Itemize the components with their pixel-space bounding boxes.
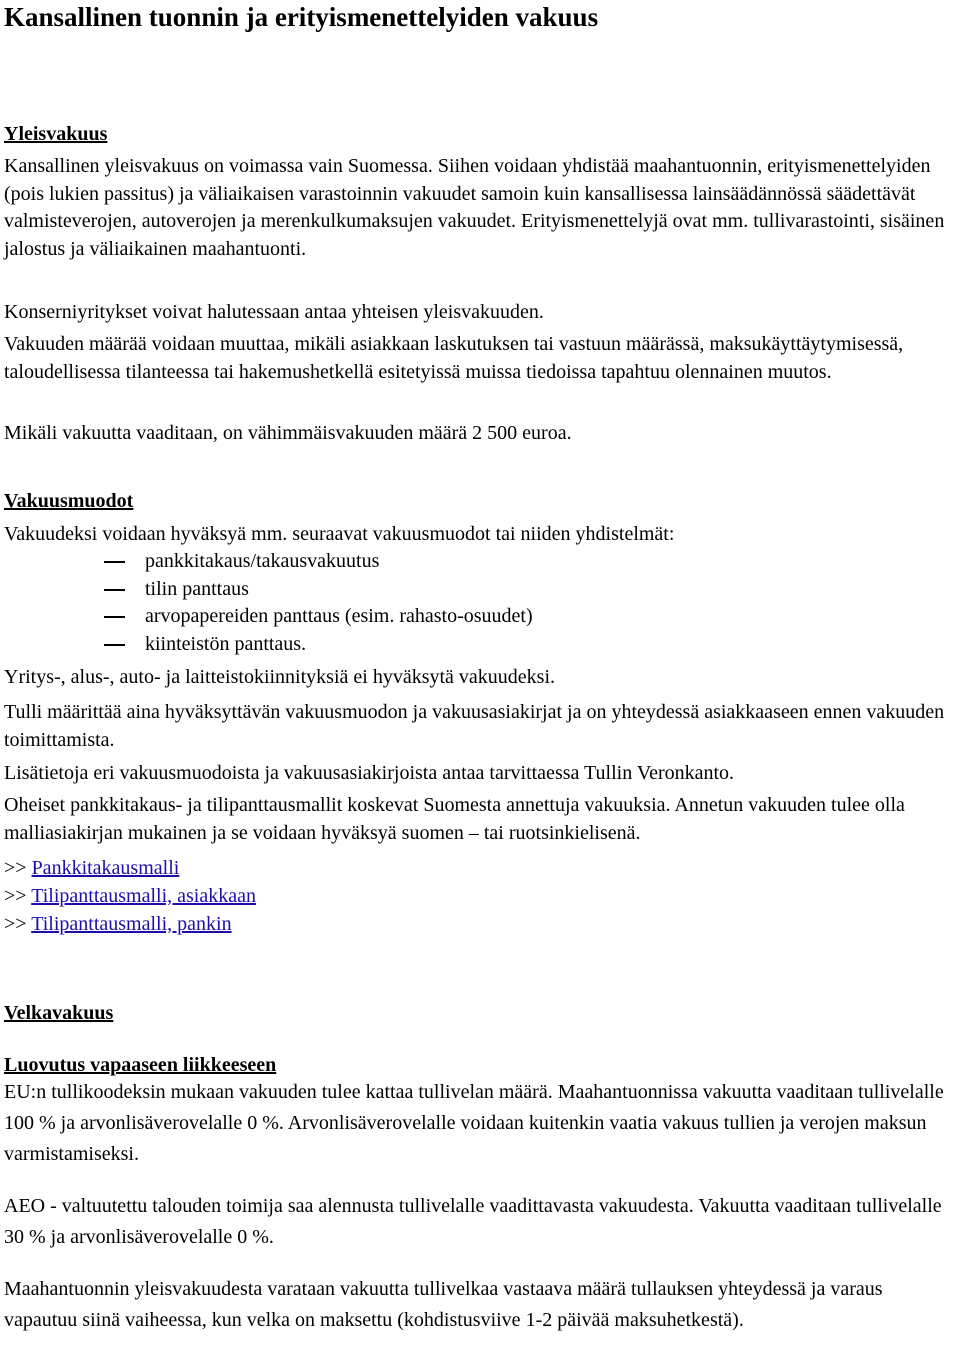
vakuusmuodot-list: [4, 548, 533, 658]
list-item: tilin panttaus: [4, 576, 533, 604]
velkavakuus-paragraph-3: Maahantuonnin yleisvakuudesta varataan vakuutta tullivelkaa vastaava määrä tullauksen yhteydessä ja varaus vapautuu siinä vaiheessa, kun velka on maksettu (kohdistusviive 1-2 päivää maksuhetkestä).: [4, 1278, 883, 1331]
list-item: pankkitakaus/takausvakuutus: [4, 548, 533, 576]
yleisvakuus-paragraph-1: Kansallinen yleisvakuus on voimassa vain Suomessa. Siihen voidaan yhdistää maahantuonnin, erityismenettelyiden (pois lukien passitus) ja väliaikaisen varastoinnin vakuudet samoin kuin kansallisessa lainsäädännössä säädettävät valmisteverojen, autoverojen ja merenkulkumaksujen vakuudet. Erityismenettelyjä ovat mm. tullivarastointi, sisäinen jalostus ja väliaikainen maahantuonti.: [4, 155, 945, 260]
yleisvakuus-paragraph-3: Vakuuden määrää voidaan muuttaa, mikäli asiakkaan laskutuksen tai vastuun määrässä, maksukäyttäytymisessä, taloudellisessa tilanteessa tai hakemushetkellä esitetyissä muissa tiedoissa tapahtuu olennainen muutos.: [4, 333, 904, 383]
link-row-tilipanttausmalli-asiakkaan: >> Tilipanttausmalli, asiakkaan: [4, 885, 256, 907]
yleisvakuus-paragraph-4: Mikäli vakuutta vaaditaan, on vähimmäisvakuuden määrä 2 500 euroa.: [4, 422, 572, 444]
pankkitakausmalli-link[interactable]: Pankkitakausmalli: [31, 857, 180, 879]
yleisvakuus-paragraph-2: Konserniyritykset voivat halutessaan antaa yhteisen yleisvakuuden.: [4, 301, 544, 323]
link-row-tilipanttausmalli-pankin: >> Tilipanttausmalli, pankin: [4, 913, 232, 935]
page-title: Kansallinen tuonnin ja erityismenettelyiden vakuus: [4, 2, 599, 32]
tilipanttausmalli-asiakkaan-link[interactable]: Tilipanttausmalli, asiakkaan: [31, 885, 256, 907]
vakuusmuodot-paragraph-3: Lisätietoja eri vakuusmuodoista ja vakuusasiakirjoista antaa tarvittaessa Tullin Veronkanto.: [4, 762, 735, 784]
velkavakuus-paragraph-1: EU:n tullikoodeksin mukaan vakuuden tulee kattaa tullivelan määrä. Maahantuonnissa vakuutta vaaditaan tullivelalle 100 % ja arvonlisäverovelalle 0 %. Arvonlisäverovelalle voidaan kuitenkin vaatia vakuus tullien ja verojen maksun varmistamiseksi.: [4, 1081, 944, 1165]
subheading-luovutus: Luovutus vapaaseen liikkeeseen: [4, 1054, 277, 1076]
vakuusmuodot-intro: Vakuudeksi voidaan hyväksyä mm. seuraavat vakuusmuodot tai niiden yhdistelmät:: [4, 523, 675, 545]
dash-bullet-icon: [104, 616, 125, 618]
vakuusmuodot-paragraph-1: Yritys-, alus-, auto- ja laitteistokiinnityksiä ei hyväksytä vakuudeksi.: [4, 666, 556, 688]
list-item: kiinteistön panttaus.: [4, 631, 533, 659]
dash-bullet-icon: [104, 644, 125, 646]
list-item: arvopapereiden panttaus (esim. rahasto-osuudet): [4, 603, 533, 631]
velkavakuus-paragraph-2: AEO - valtuutettu talouden toimija saa alennusta tullivelalle vaadittavasta vakuudesta. Vakuutta vaaditaan tullivelalle 30 % ja arvonlisäverovelalle 0 %.: [4, 1195, 942, 1248]
dash-bullet-icon: [104, 589, 125, 591]
dash-bullet-icon: [104, 561, 125, 563]
section-heading-vakuusmuodot: Vakuusmuodot: [4, 490, 134, 512]
section-heading-yleisvakuus: Yleisvakuus: [4, 123, 108, 145]
link-row-pankkitakausmalli: >> Pankkitakausmalli: [4, 857, 180, 879]
tilipanttausmalli-pankin-link[interactable]: Tilipanttausmalli, pankin: [31, 913, 232, 935]
section-heading-velkavakuus: Velkavakuus: [4, 1002, 114, 1024]
vakuusmuodot-paragraph-2: Tulli määrittää aina hyväksyttävän vakuusmuodon ja vakuusasiakirjat ja on yhteydessä asiakkaaseen ennen vakuuden toimittamista.: [4, 701, 945, 751]
vakuusmuodot-paragraph-4: Oheiset pankkitakaus- ja tilipanttausmallit koskevat Suomesta annettuja vakuuksia. Annetun vakuuden tulee olla malliasiakirjan mukainen ja se voidaan hyväksyä suomen – tai ruotsinkielisenä.: [4, 794, 905, 844]
